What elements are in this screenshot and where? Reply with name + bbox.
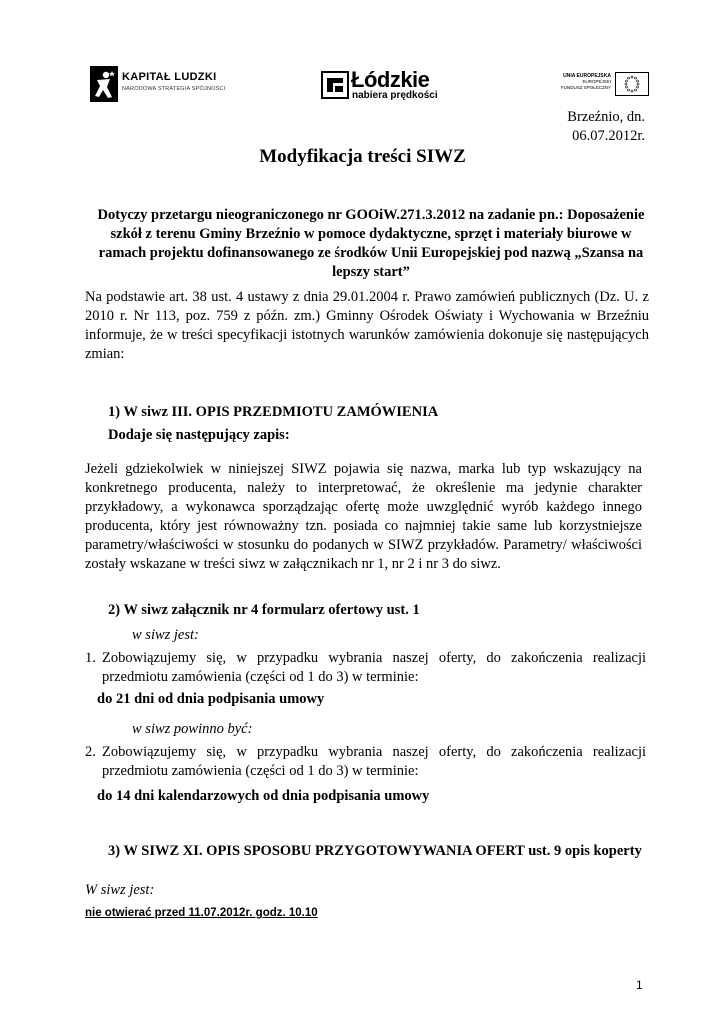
document-date: Brzeźnio, dn. 06.07.2012r. (567, 109, 645, 144)
section3-heading: 3) W SIWZ XI. OPIS SPOSOBU PRZYGOTOWYWANIA OFERT ust. 9 opis koperty (108, 843, 642, 859)
section3-note: nie otwierać przed 11.07.2012r. godz. 10.10 (85, 907, 318, 919)
section2-item1 (85, 649, 646, 687)
eu-line2: EUROPEJSKI (582, 79, 611, 84)
lodzkie-logo (321, 67, 441, 104)
eu-line3: FUNDUSZ SPOŁECZNY (560, 85, 611, 90)
item1-text: Zobowiązujemy się, w przypadku wybrania naszej oferty, do zakończenia realizacji przedmiotu zamówienia (części od 1 do 3) w terminie: (102, 650, 646, 685)
item2-text: Zobowiązujemy się, w przypadku wybrania naszej oferty, do zakończenia realizacji przedmiotu zamówienia (części od 1 do 3) w terminie: (102, 744, 646, 779)
eu-flag-icon (615, 72, 649, 96)
section2-should-label: w siwz powinno być: (132, 721, 253, 737)
kapital-ludzki-subtitle: NARODOWA STRATEGIA SPÓJNOŚCI (122, 86, 226, 92)
item1-number: 1. (85, 650, 96, 666)
eu-logo-text (561, 73, 611, 91)
lodzkie-title: Łódzkie (351, 67, 430, 92)
eu-line1: UNIA EUROPEJSKA (563, 73, 611, 79)
lodzkie-subtitle: nabiera prędkości (352, 90, 438, 101)
section2-term2: do 14 dni kalendarzowych od dnia podpisania umowy (97, 788, 430, 804)
section3-is-label: W siwz jest: (85, 882, 155, 898)
page-number: 1 (636, 978, 643, 992)
kapital-ludzki-title: KAPITAŁ LUDZKI (122, 71, 217, 83)
section1-heading: 1) W siwz III. OPIS PRZEDMIOTU ZAMÓWIENIA (108, 404, 439, 420)
kapital-ludzki-logo (90, 66, 250, 104)
kapital-ludzki-emblem-icon (90, 66, 118, 102)
section2-term1: do 21 dni od dnia podpisania umowy (97, 691, 325, 707)
eu-logo (545, 72, 649, 104)
section2-is-label: w siwz jest: (132, 627, 199, 643)
section2-heading: 2) W siwz załącznik nr 4 formularz ofertowy ust. 1 (108, 602, 420, 618)
item2-number: 2. (85, 744, 96, 760)
section1-text: Jeżeli gdziekolwiek w niniejszej SIWZ pojawia się nazwa, marka lub typ wskazujący na konkretnego producenta, należy to interpretować, że określenie ma jedynie charakter przykładowy, a wykonawca sporządzając ofertę może uwzględnić wyrób każdego innego producenta, który jest równoważny tzn. posiada co najmniej takie same lub korzystniejsze parametry/właściwości w stosunku do podanych w SIWZ przykładów. Parametry/ właściwości zostały wskazane w treści siwz w załącznikach nr 1, nr 2 i nr 3 do siwz. (85, 461, 642, 572)
section2-item2 (85, 743, 646, 781)
intro-paragraph: Na podstawie art. 38 ust. 4 ustawy z dnia 29.01.2004 r. Prawo zamówień publicznych (Dz. U. z 2010 r. Nr 113, poz. 759 z późn. zm.) Gminny Ośrodek Oświaty i Wychowania w Brzeźniu informuje, że w treści specyfikacji istotnych warunków zamówienia dokonuje się następujących zmian: (85, 289, 649, 362)
lodzkie-emblem-icon (321, 71, 349, 99)
document-title: Modyfikacja treści SIWZ (259, 146, 466, 167)
document-subject: Dotyczy przetargu nieograniczonego nr GOOiW.271.3.2012 na zadanie pn.: Doposażenie szkół z terenu Gminy Brzeźnio w pomoce dydaktyczne, sprzęt i materiały biurowe w ramach projektu dofinansowanego ze środków Unii Europejskiej pod nazwą „Szansa na lepszy start” (97, 207, 645, 280)
section1-subheading: Dodaje się następujący zapis: (108, 427, 290, 443)
